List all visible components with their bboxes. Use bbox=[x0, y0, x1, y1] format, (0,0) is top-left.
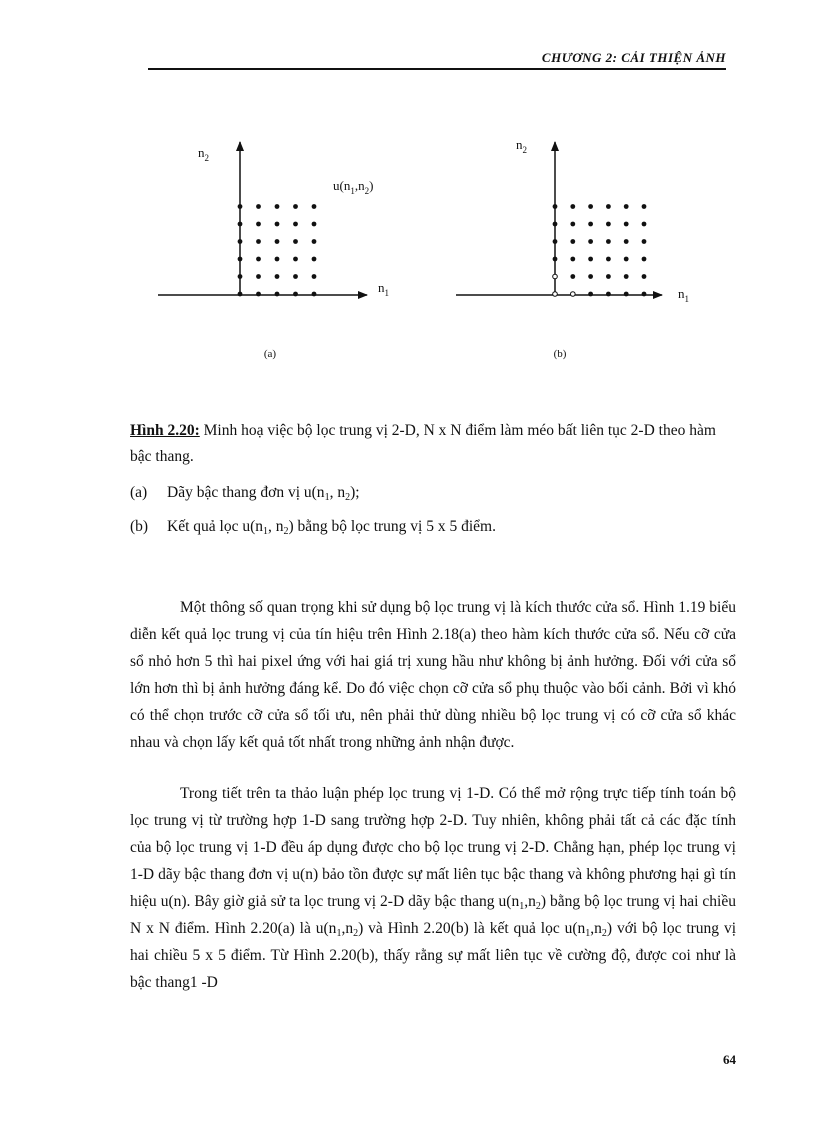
chapter-header: CHƯƠNG 2: CẢI THIỆN ẢNH bbox=[541, 50, 726, 65]
sample-dot bbox=[275, 292, 280, 297]
caption-item-text: ); bbox=[350, 484, 360, 501]
x-axis-label: $n_1$ bbox=[678, 286, 689, 304]
sample-dot bbox=[571, 292, 576, 297]
caption-item-label: (b) bbox=[130, 518, 149, 535]
sample-dot bbox=[624, 239, 629, 244]
sample-dot bbox=[588, 257, 593, 262]
panel-b bbox=[456, 137, 689, 360]
paragraph-text: Trong tiết trên ta thảo luận phép lọc trung vị 1-D. Có thể mở rộng trực tiếp tính toán bộ lọc trung vị từ trường hợp 1-D sang trường hợp 2-D. Tuy nhiên, không phải tất cả các đặc tính của bộ lọc trung vị 1-D đều áp dụng được cho bộ lọc trung vị 2-D. Chẳng hạn, phép lọc trung vị 1-D dãy bậc thang đơn vị u(n) bảo tồn được sự mất liên tục bậc thang và không phương hại gì tín hiệu u(n). Bây giờ giả sử ta lọc trung vị 2-D dãy bậc thang u(n bbox=[130, 785, 736, 910]
sample-dot bbox=[624, 274, 629, 279]
sample-dot bbox=[275, 274, 280, 279]
sample-dot bbox=[606, 204, 611, 209]
sample-dot bbox=[588, 292, 593, 297]
sample-dot bbox=[275, 204, 280, 209]
sample-dot bbox=[293, 257, 298, 262]
caption-item-text: , n bbox=[329, 484, 346, 501]
sample-dot bbox=[275, 257, 280, 262]
panel-b-label: (b) bbox=[553, 348, 567, 360]
paragraph-text: ) bằng bộ lọc trung vị hai chiều N x N điểm. Hình 2.20(a) là u(n bbox=[130, 893, 736, 937]
sample-dot bbox=[606, 222, 611, 227]
sample-dot bbox=[312, 274, 317, 279]
sample-dot bbox=[588, 204, 593, 209]
subscript: 1 bbox=[585, 928, 591, 939]
sample-dot bbox=[624, 292, 629, 297]
sample-dot bbox=[553, 222, 558, 227]
page-number: 64 bbox=[723, 1052, 736, 1067]
sample-dot bbox=[624, 257, 629, 262]
sample-dot bbox=[606, 239, 611, 244]
caption-item-text: Dãy bậc thang đơn vị u(n bbox=[167, 484, 325, 501]
caption-item-a bbox=[130, 480, 736, 506]
sample-dot bbox=[588, 222, 593, 227]
figure-caption bbox=[130, 418, 736, 470]
sample-dot bbox=[238, 274, 243, 279]
sample-dot bbox=[553, 239, 558, 244]
body-paragraph-2 bbox=[130, 780, 736, 996]
sample-dot bbox=[256, 292, 261, 297]
paragraph-text: ) và Hình 2.20(b) là kết quả lọc u(n bbox=[358, 920, 586, 937]
sample-dot bbox=[238, 222, 243, 227]
subscript: 1 bbox=[262, 526, 268, 537]
sample-dot bbox=[642, 292, 647, 297]
sample-grid-b bbox=[553, 204, 647, 296]
sample-dot bbox=[293, 292, 298, 297]
sample-dot bbox=[553, 274, 558, 279]
panel-a bbox=[158, 142, 389, 360]
subscript: 2 bbox=[345, 492, 351, 503]
paragraph-text: ,n bbox=[524, 893, 536, 910]
sample-dot bbox=[624, 222, 629, 227]
sample-dot bbox=[312, 292, 317, 297]
sample-dot bbox=[238, 204, 243, 209]
sample-dot bbox=[642, 274, 647, 279]
sample-dot bbox=[570, 239, 575, 244]
subscript: 1 bbox=[336, 928, 342, 939]
sample-dot bbox=[238, 239, 243, 244]
paragraph-text: ,n bbox=[341, 920, 354, 937]
subscript: 2 bbox=[353, 928, 359, 939]
caption-item-text: Kết quả lọc u(n bbox=[167, 518, 263, 535]
sample-dot bbox=[642, 222, 647, 227]
x-axis-label: $n_1$ bbox=[378, 280, 389, 298]
sample-dot bbox=[293, 222, 298, 227]
sample-grid-a bbox=[238, 204, 317, 296]
sample-dot bbox=[606, 274, 611, 279]
caption-item-b bbox=[130, 514, 736, 540]
sample-dot bbox=[553, 204, 558, 209]
sample-dot bbox=[312, 204, 317, 209]
sample-dot bbox=[293, 239, 298, 244]
paragraph-text: Một thông số quan trọng khi sử dụng bộ lọc trung vị là kích thước cửa sổ. Hình 1.19 biểu diễn kết quả lọc trung vị của tín hiệu trên Hình 2.18(a) theo hàm kích thước cửa sổ. Nếu cỡ cửa sổ nhỏ hơn 5 thì hai pixel ứng với hai giá trị xung hầu như không bị ảnh hưởng. Đối với cửa sổ lớn hơn thì bị ảnh hưởng đáng kể. Do đó việc chọn cỡ cửa sổ phụ thuộc vào bối cảnh. Bởi vì khó có thể chọn trước cỡ cửa sổ tối ưu, nên phải thử dùng nhiều bộ lọc trung vị có cỡ cửa sổ khác nhau và chọn lấy kết quả tốt nhất trong những ảnh nhận được. bbox=[130, 599, 736, 751]
signal-label: $u(n_1,n_2)$ bbox=[333, 178, 374, 196]
sample-dot bbox=[624, 204, 629, 209]
y-axis-label: $n_2$ bbox=[198, 145, 209, 163]
caption-item-text: , n bbox=[267, 518, 284, 535]
sample-dot bbox=[570, 257, 575, 262]
sample-dot bbox=[256, 274, 261, 279]
sample-dot bbox=[293, 274, 298, 279]
sample-dot bbox=[606, 292, 611, 297]
paragraph-text: ) với bộ lọc trung vị hai chiều 5 x 5 điểm. Từ Hình 2.20(b), thấy rằng sự mất liên tục về cường độ, được coi như là bậc thang1 -D bbox=[130, 920, 737, 991]
sample-dot bbox=[553, 257, 558, 262]
panel-a-label: (a) bbox=[263, 348, 277, 360]
sample-dot bbox=[588, 239, 593, 244]
caption-lead: Hình 2.20: bbox=[130, 422, 200, 439]
sample-dot bbox=[256, 222, 261, 227]
subscript: 2 bbox=[601, 928, 607, 939]
sample-dot bbox=[642, 204, 647, 209]
sample-dot bbox=[570, 204, 575, 209]
sample-dot bbox=[588, 274, 593, 279]
header-rule bbox=[148, 68, 726, 70]
caption-text: Minh hoạ việc bộ lọc trung vị 2-D, N x N điểm làm méo bất liên tục 2-D theo hàm bậc thang. bbox=[130, 422, 716, 465]
body-paragraph-1 bbox=[130, 594, 736, 756]
subscript: 1 bbox=[324, 492, 330, 503]
sample-dot bbox=[238, 257, 243, 262]
sample-dot bbox=[312, 257, 317, 262]
subscript: 2 bbox=[283, 526, 289, 537]
sample-dot bbox=[570, 274, 575, 279]
sample-dot bbox=[642, 239, 647, 244]
figure-2-20 bbox=[0, 120, 816, 370]
sample-dot bbox=[256, 257, 261, 262]
subscript: 2 bbox=[535, 901, 541, 912]
sample-dot bbox=[256, 239, 261, 244]
sample-dot bbox=[238, 292, 243, 297]
sample-dot bbox=[275, 222, 280, 227]
sample-dot bbox=[312, 222, 317, 227]
sample-dot bbox=[256, 204, 261, 209]
subscript: 1 bbox=[519, 901, 525, 912]
sample-dot bbox=[293, 204, 298, 209]
sample-dot bbox=[275, 239, 280, 244]
sample-dot bbox=[312, 239, 317, 244]
y-axis-label: $n_2$ bbox=[516, 137, 527, 155]
caption-item-text: ) bằng bộ lọc trung vị 5 x 5 điểm. bbox=[288, 518, 496, 535]
sample-dot bbox=[553, 292, 558, 297]
paragraph-text: ,n bbox=[590, 920, 602, 937]
sample-dot bbox=[570, 222, 575, 227]
sample-dot bbox=[606, 257, 611, 262]
sample-dot bbox=[642, 257, 647, 262]
caption-item-label: (a) bbox=[130, 484, 148, 501]
